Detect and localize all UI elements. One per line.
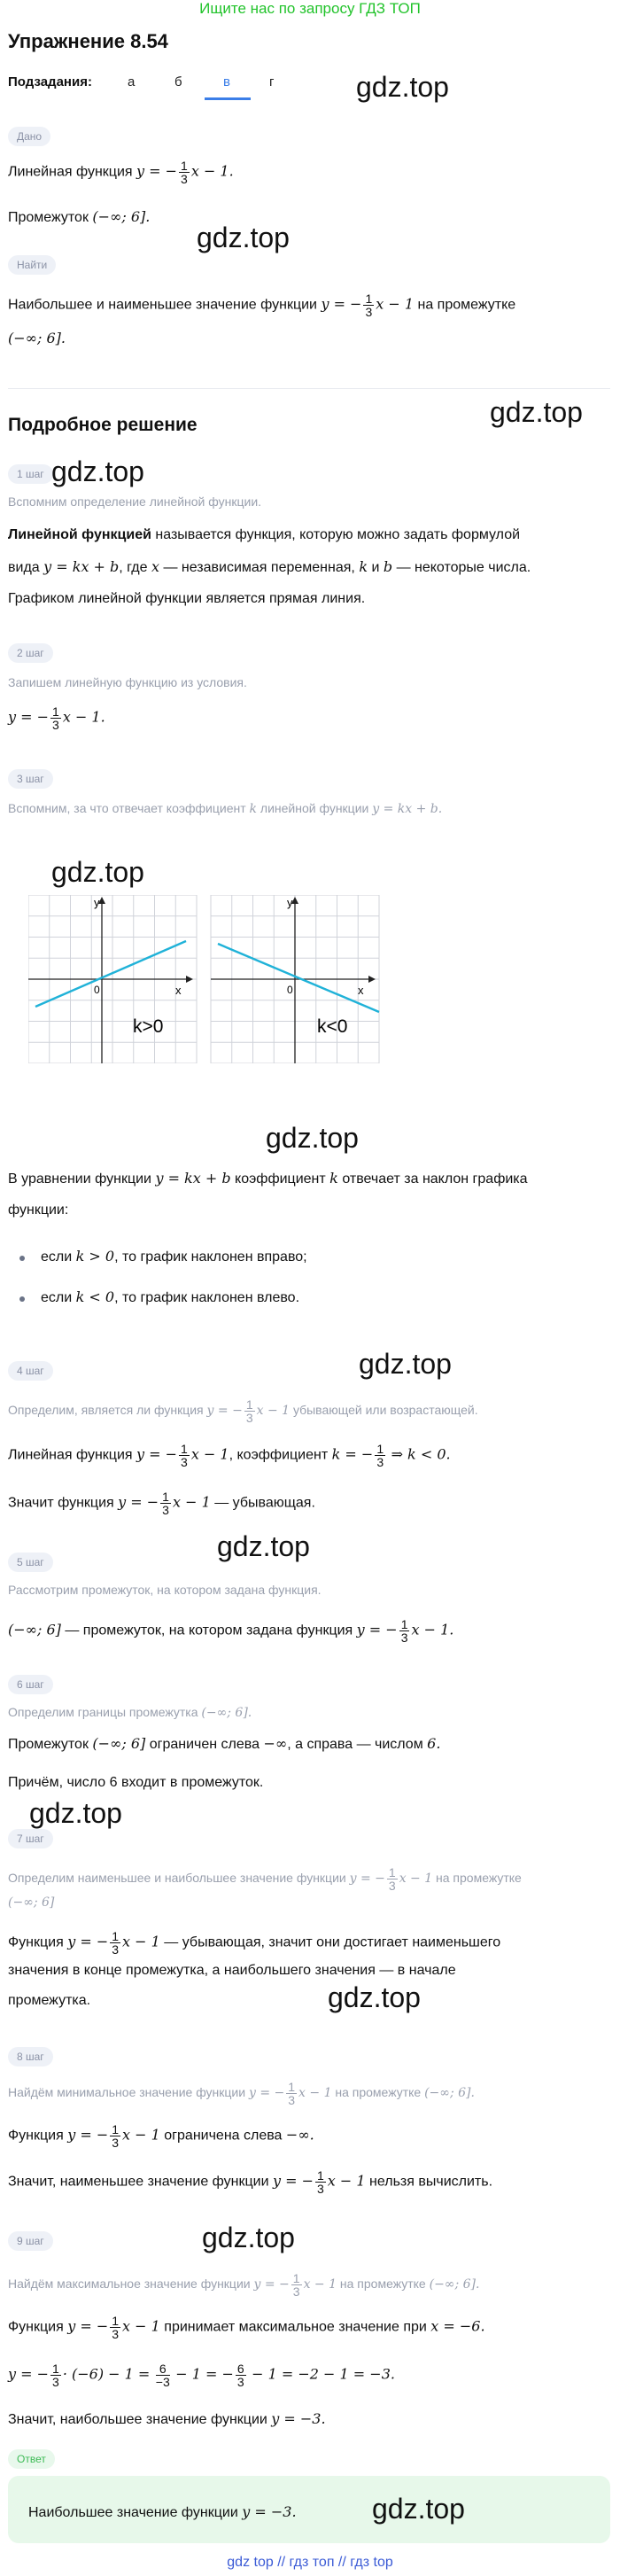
step7-line-3: промежутка. — [8, 1993, 91, 2008]
step-badge: 2 шаг — [8, 643, 53, 663]
t: В уравнении функции — [8, 1171, 151, 1187]
t: Функция — [8, 1934, 64, 1950]
step8-note: Найдём минимальное значение функции y = − $\frac{1}{3}$ x − 1 на промежутке (−∞; 6]. — [8, 2080, 475, 2107]
watermark: gdz.top — [372, 2493, 465, 2525]
find-tail: на промежутке — [417, 297, 516, 313]
step1-line-1 — [8, 525, 520, 546]
step9-note: Найдём максимальное значение функции y = − $\frac{1}{3}$ x − 1 на промежутке (−∞; 6]. — [8, 2271, 480, 2299]
watermark: gdz.top — [359, 1348, 452, 1380]
t: отвечает за наклон графика — [342, 1171, 528, 1187]
t: , а справа — числом — [287, 1737, 423, 1752]
answer-text: Наибольшее значение функции y = −3. — [28, 2503, 297, 2520]
y-axis-label: y — [287, 896, 293, 909]
step6-line-1: Промежуток (−∞; 6] ограничен слева −∞, а справа — числом 6. — [8, 1735, 441, 1752]
step-badge: 7 шаг — [8, 1829, 53, 1848]
watermark: gdz.top — [266, 1122, 359, 1154]
bullet-1: если k > 0, то график наклонен вправо; — [41, 1248, 307, 1265]
step-badge: 3 шаг — [8, 769, 53, 789]
t: Найдём минимальное значение функции — [8, 2085, 246, 2100]
step6-note: Определим границы промежутка (−∞; 6]. — [8, 1705, 252, 1720]
given-line-1: Линейная функция y = − $\frac{1}{3}$ x − 1. — [8, 159, 234, 186]
origin-label: 0 — [287, 984, 293, 996]
step-badge: 4 шаг — [8, 1361, 53, 1381]
t: — некоторые числа. — [396, 560, 531, 575]
given-line-2: Промежуток (−∞; 6]. — [8, 208, 151, 225]
given-line-1-text: Линейная функция — [8, 164, 133, 180]
find-line-2: (−∞; 6]. — [8, 330, 66, 346]
t: , то график наклонен влево. — [114, 1290, 300, 1305]
step7-note-2: (−∞; 6] — [8, 1895, 55, 1910]
answer-badge: Ответ — [8, 2449, 55, 2469]
step7-line-1: Функция y = − $\frac{1}{3}$ x − 1 — убывающая, значит они достигает наименьшего — [8, 1929, 501, 1957]
t: Наибольшее значение функции — [28, 2505, 238, 2520]
watermark: gdz.top — [197, 222, 290, 253]
t: ограничена слева — [164, 2128, 283, 2144]
t: нельзя вычислить. — [369, 2174, 493, 2190]
t: вида — [8, 560, 40, 575]
t: , то график наклонен вправо; — [114, 1249, 307, 1265]
bullet — [19, 1256, 25, 1261]
active-tab-indicator — [205, 97, 251, 100]
t: на промежутке — [436, 1871, 522, 1886]
step1-line-3: Графиком линейной функции является прямая линия. — [8, 591, 366, 606]
step4-line-2: Значит функция y = − $\frac{1}{3}$ x − 1 — убывающая. — [8, 1490, 315, 1517]
divider — [8, 388, 610, 389]
step-badge: 8 шаг — [8, 2047, 53, 2066]
t: Определим границы промежутка — [8, 1705, 198, 1719]
t: Значит, наименьшее значение функции — [8, 2174, 269, 2190]
step2-formula: y = − $\frac{1}{3}$ x − 1. — [8, 704, 105, 732]
step4-line-1: Линейная функция y = − $\frac{1}{3}$ x − 1, коэффициент k = − $\frac{1}{3}$ ⇒ k < 0. — [8, 1442, 451, 1469]
step1-text: называется функция, которую можно задать формулой — [155, 527, 521, 542]
origin-label: 0 — [94, 984, 100, 996]
step6-line-2: Причём, число 6 входит в промежуток. — [8, 1775, 264, 1790]
t: — независимая переменная, — [163, 560, 355, 575]
step7-note: Определим наименьшее и наибольшее значение функции y = − $\frac{1}{3}$ x − 1 на промежутке — [8, 1865, 522, 1893]
graph-negative-slope — [211, 895, 379, 1063]
step-badge: 9 шаг — [8, 2231, 53, 2251]
step9-line-3: Значит, наибольшее значение функции y = −3. — [8, 2410, 326, 2427]
step9-line-1: Функция y = − $\frac{1}{3}$ x − 1 принимает максимальное значение при x = −6. — [8, 2314, 485, 2341]
y-axis-label: y — [94, 896, 100, 909]
step-badge: 6 шаг — [8, 1675, 53, 1694]
t: Найдём максимальное значение функции — [8, 2276, 251, 2292]
t: Значит функция — [8, 1495, 114, 1511]
t: Промежуток — [8, 1737, 89, 1752]
t: коэффициент — [235, 1171, 326, 1187]
slope-graphs — [28, 895, 383, 1063]
solution-title: Подробное решение — [8, 415, 198, 435]
step7-line-2: значения в конце промежутка, а наибольшего значения — в начале — [8, 1963, 456, 1978]
watermark: gdz.top — [356, 71, 449, 103]
tab-g[interactable]: г — [269, 74, 275, 89]
t: линейной функции — [260, 801, 369, 815]
find-line: Наибольшее и наименьшее значение функции y = − $\frac{1}{3}$ x − 1 на промежутке — [8, 292, 516, 319]
graph-positive-slope — [28, 895, 197, 1063]
watermark: gdz.top — [51, 856, 144, 888]
step-badge: 1 шаг — [8, 464, 53, 484]
given-line-2-text: Промежуток — [8, 210, 89, 225]
definition-term: Линейной функцией — [8, 527, 151, 542]
step1-note: Вспомним определение линейной функции. — [8, 494, 262, 509]
t: — убывающая, значит они достигает наименьшего — [164, 1934, 501, 1950]
t: — промежуток, на котором задана функция — [65, 1623, 353, 1638]
t: убывающей или возрастающей. — [292, 1403, 478, 1418]
t: Линейная функция — [8, 1447, 133, 1463]
find-text: Наибольшее и наименьшее значение функции — [8, 297, 317, 313]
t: Определим наименьшее и наибольшее значение функции — [8, 1871, 346, 1886]
step1-line-2: вида y = kx + b, где x — независимая переменная, k и b — некоторые числа. — [8, 558, 531, 575]
watermark: gdz.top — [328, 1981, 421, 2013]
t: если — [41, 1290, 73, 1305]
bullet — [19, 1296, 25, 1302]
step5-note: Рассмотрим промежуток, на котором задана функция. — [8, 1583, 322, 1597]
step3-line-1: В уравнении функции y = kx + b коэффициент k отвечает за наклон графика — [8, 1170, 528, 1187]
watermark: gdz.top — [490, 396, 583, 428]
x-axis-label: x — [358, 984, 364, 997]
search-banner[interactable]: Ищите нас по запросу ГДЗ ТОП — [199, 0, 421, 17]
step8-line-1: Функция y = − $\frac{1}{3}$ x − 1 ограничена слева −∞. — [8, 2122, 314, 2150]
page-title: Упражнение 8.54 — [8, 30, 168, 52]
k-positive-label: k>0 — [133, 1016, 164, 1037]
step5-line: (−∞; 6] — промежуток, на котором задана функция y = − $\frac{1}{3}$ x − 1. — [8, 1617, 454, 1645]
t: — убывающая. — [214, 1495, 315, 1511]
t: Функция — [8, 2128, 64, 2144]
step8-line-2: Значит, наименьшее значение функции y = − $\frac{1}{3}$ x − 1 нельзя вычислить. — [8, 2168, 493, 2196]
t: принимает максимальное значение при — [164, 2319, 427, 2335]
find-badge: Найти — [8, 255, 56, 275]
step9-calc: y = − $\frac{1}{3}$ · (−6) − 1 = $\frac{6}{-3}$ − 1 = − $\frac{6}{3}$ − 1 = −2 − 1 = −3. — [8, 2362, 395, 2389]
step3-note: Вспомним, за что отвечает коэффициент k линейной функции y = kx + b. — [8, 801, 443, 816]
step4-note: Определим, является ли функция y = − $\frac{1}{3}$ x − 1 убывающей или возрастающей. — [8, 1397, 478, 1425]
tab-a[interactable]: а — [128, 74, 136, 89]
step2-note: Запишем линейную функцию из условия. — [8, 675, 247, 689]
t: Функция — [8, 2319, 64, 2335]
t: ограничен слева — [149, 1737, 260, 1752]
watermark: gdz.top — [217, 1530, 310, 1562]
watermark: gdz.top — [202, 2222, 295, 2253]
t: Вспомним, за что отвечает коэффициент — [8, 801, 246, 815]
t: , коэффициент — [229, 1447, 329, 1463]
given-badge: Дано — [8, 127, 50, 146]
subtasks-label: Подзадания: — [8, 74, 92, 89]
tab-b[interactable]: б — [174, 74, 182, 89]
watermark: gdz.top — [51, 455, 144, 487]
x-axis-label: x — [175, 984, 182, 997]
t: на промежутке — [339, 2276, 426, 2292]
step-badge: 5 шаг — [8, 1553, 53, 1572]
footer-links[interactable]: gdz top // гдз топ // гдз top — [227, 2555, 393, 2570]
k-negative-label: k<0 — [317, 1016, 348, 1037]
t: Определим, является ли функция — [8, 1403, 204, 1418]
t: на промежутке — [335, 2085, 422, 2100]
tab-v[interactable]: в — [223, 74, 230, 89]
t: и — [371, 560, 380, 575]
bullet-2: если k < 0, то график наклонен влево. — [41, 1288, 300, 1305]
t: , где — [119, 560, 148, 575]
t: если — [41, 1249, 73, 1265]
step3-line-2: функции: — [8, 1202, 69, 1218]
t: Значит, наибольшее значение функции — [8, 2412, 267, 2427]
watermark: gdz.top — [29, 1797, 122, 1829]
